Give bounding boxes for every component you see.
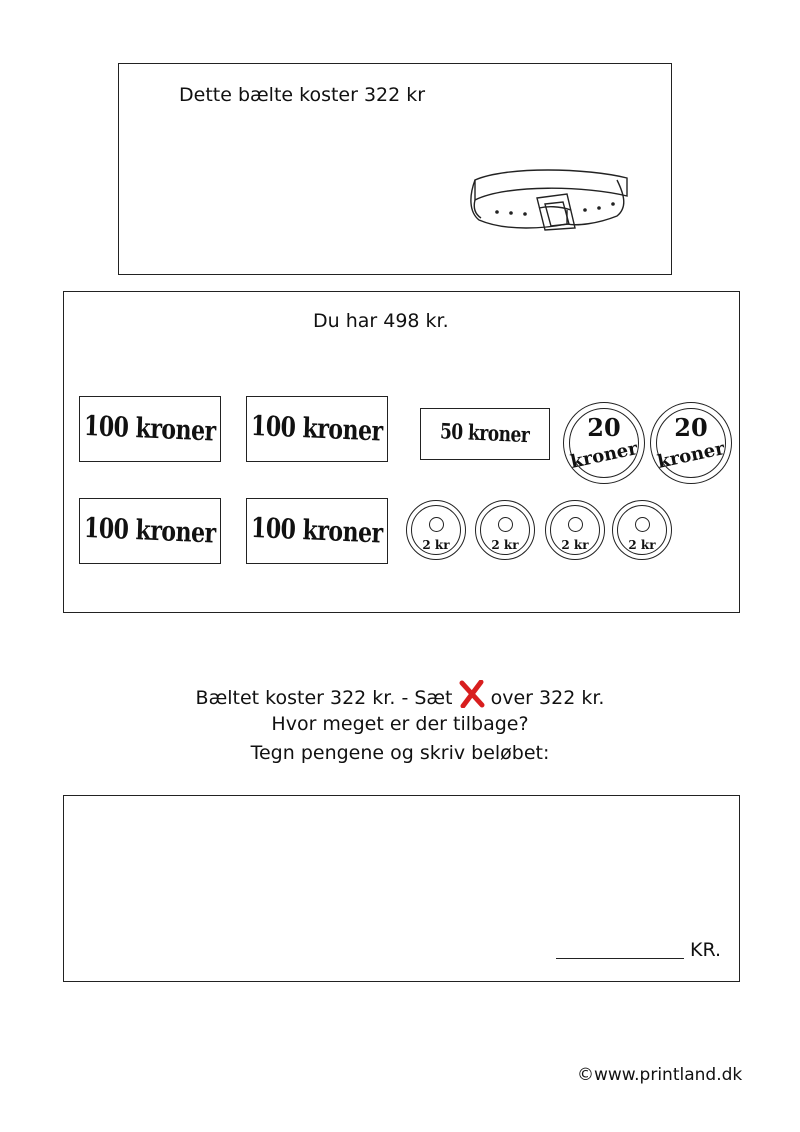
coin-label: 2 kr bbox=[561, 538, 589, 552]
banknote-100 bbox=[79, 498, 221, 564]
coin-value: 20 bbox=[587, 413, 621, 442]
x-mark-icon bbox=[459, 680, 485, 708]
coin-label: 2 kr bbox=[491, 538, 519, 552]
coin-2 bbox=[612, 500, 672, 560]
copyright-text: ©www.printland.dk bbox=[577, 1065, 743, 1085]
coin-20 bbox=[650, 402, 732, 484]
coin-2 bbox=[545, 500, 605, 560]
answer-line bbox=[556, 958, 684, 959]
coin-20 bbox=[563, 402, 645, 484]
instruction-line-1 bbox=[0, 680, 800, 709]
coin-label: 2 kr bbox=[628, 538, 656, 552]
instruction-before: Bæltet koster 322 kr. - Sæt bbox=[195, 687, 453, 709]
instruction-line-2: Hvor meget er der tilbage? bbox=[271, 713, 529, 735]
price-box bbox=[118, 63, 672, 275]
coin-2 bbox=[475, 500, 535, 560]
banknote-50 bbox=[420, 408, 550, 460]
coin-value: 20 bbox=[674, 413, 708, 442]
banknote-label: 50 kroner bbox=[440, 419, 530, 449]
coin-unit: kroner bbox=[568, 438, 640, 473]
coin-label: 2 kr bbox=[422, 538, 450, 552]
banknote-label: 100 kroner bbox=[83, 409, 217, 449]
banknote-100 bbox=[246, 498, 388, 564]
banknote-100 bbox=[246, 396, 388, 462]
money-title: Du har 498 kr. bbox=[313, 310, 449, 332]
instruction-line-3: Tegn pengene og skriv beløbet: bbox=[250, 742, 550, 764]
instruction-after: over 322 kr. bbox=[490, 687, 605, 709]
belt-icon bbox=[467, 166, 637, 244]
banknote-label: 100 kroner bbox=[250, 409, 384, 449]
answer-unit: KR. bbox=[690, 939, 722, 961]
coin-unit: kroner bbox=[655, 438, 727, 473]
answer-box bbox=[63, 795, 740, 982]
banknote-100 bbox=[79, 396, 221, 462]
banknote-label: 100 kroner bbox=[250, 511, 384, 551]
coin-2 bbox=[406, 500, 466, 560]
banknote-label: 100 kroner bbox=[83, 511, 217, 551]
price-text: Dette bælte koster 322 kr bbox=[179, 84, 426, 106]
